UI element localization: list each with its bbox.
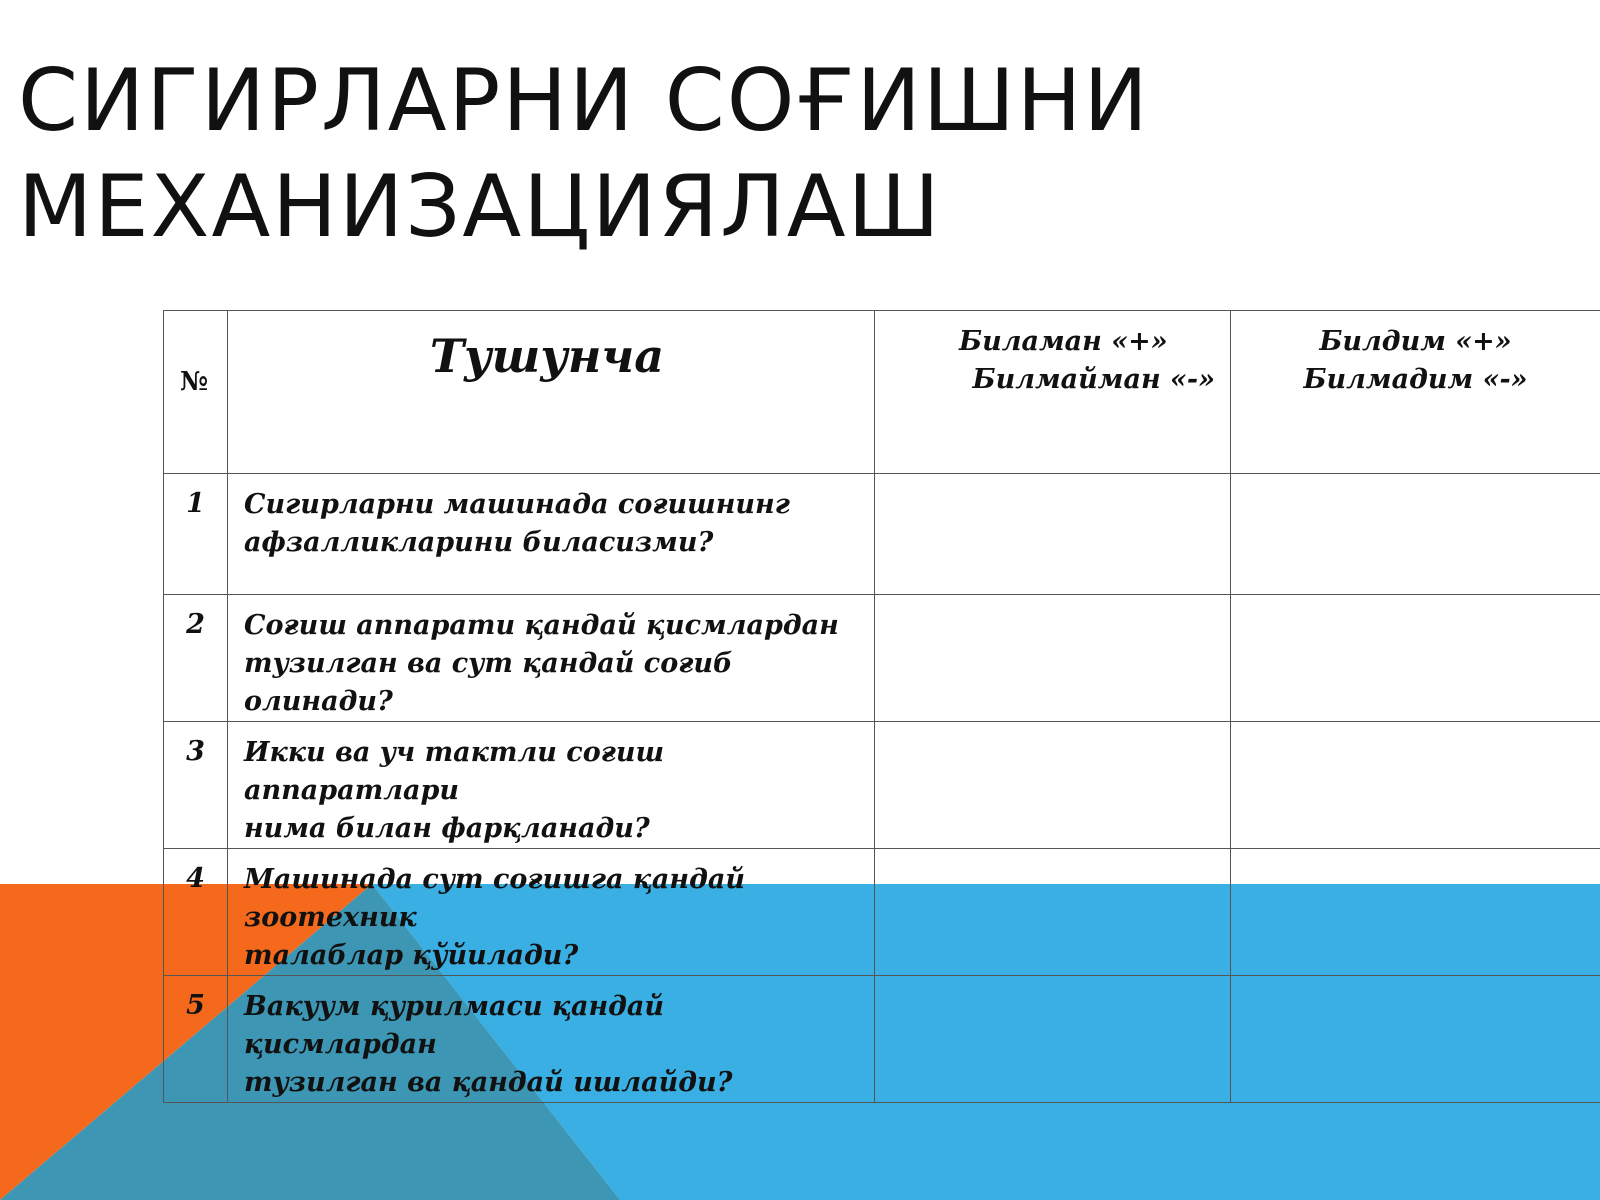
row-learned-cell	[1231, 474, 1600, 595]
row-number: 2	[164, 595, 228, 722]
header-know-minus: Билмайман «-»	[972, 364, 1215, 395]
row-learned-cell	[1231, 976, 1600, 1103]
row-question: Сигирларни машинада соғишнинг афзалликларини биласизми?	[228, 474, 875, 595]
table-row	[164, 595, 1600, 722]
table-header-row	[164, 311, 1600, 474]
header-number: №	[164, 311, 228, 474]
row-know-cell	[875, 849, 1231, 976]
table-row	[164, 849, 1600, 976]
header-learned-plus: Билдим «+»	[1319, 326, 1512, 357]
table-row	[164, 722, 1600, 849]
row-know-cell	[875, 595, 1231, 722]
header-learned-minus: Билмадим «-»	[1303, 364, 1528, 395]
table-row	[164, 474, 1600, 595]
header-know	[875, 311, 1231, 474]
row-number: 4	[164, 849, 228, 976]
title-line-2: МЕХАНИЗАЦИЯЛАШ	[18, 157, 942, 257]
row-question: Машинада сут соғишга қандай зоотехник талаблар қўйилади?	[228, 849, 875, 976]
row-number: 5	[164, 976, 228, 1103]
row-question: Икки ва уч тактли соғиш аппаратлари нима билан фарқланади?	[228, 722, 875, 849]
header-know-plus: Биламан «+»	[959, 326, 1168, 357]
row-question: Соғиш аппарати қандай қисмлардан тузилган ва сут қандай соғиб олинади?	[228, 595, 875, 722]
title-line-1: СИГИРЛАРНИ СОҒИШНИ	[18, 51, 1150, 151]
row-know-cell	[875, 976, 1231, 1103]
self-assessment-table	[163, 310, 1600, 1103]
row-know-cell	[875, 722, 1231, 849]
row-learned-cell	[1231, 722, 1600, 849]
row-learned-cell	[1231, 595, 1600, 722]
row-know-cell	[875, 474, 1231, 595]
row-number: 3	[164, 722, 228, 849]
row-question: Вакуум қурилмаси қандай қисмлардан тузилган ва қандай ишлайди?	[228, 976, 875, 1103]
row-learned-cell	[1231, 849, 1600, 976]
slide-title	[18, 48, 1150, 260]
table-row	[164, 976, 1600, 1103]
row-number: 1	[164, 474, 228, 595]
header-learned	[1231, 311, 1600, 474]
header-concept: Тушунча	[228, 311, 875, 474]
